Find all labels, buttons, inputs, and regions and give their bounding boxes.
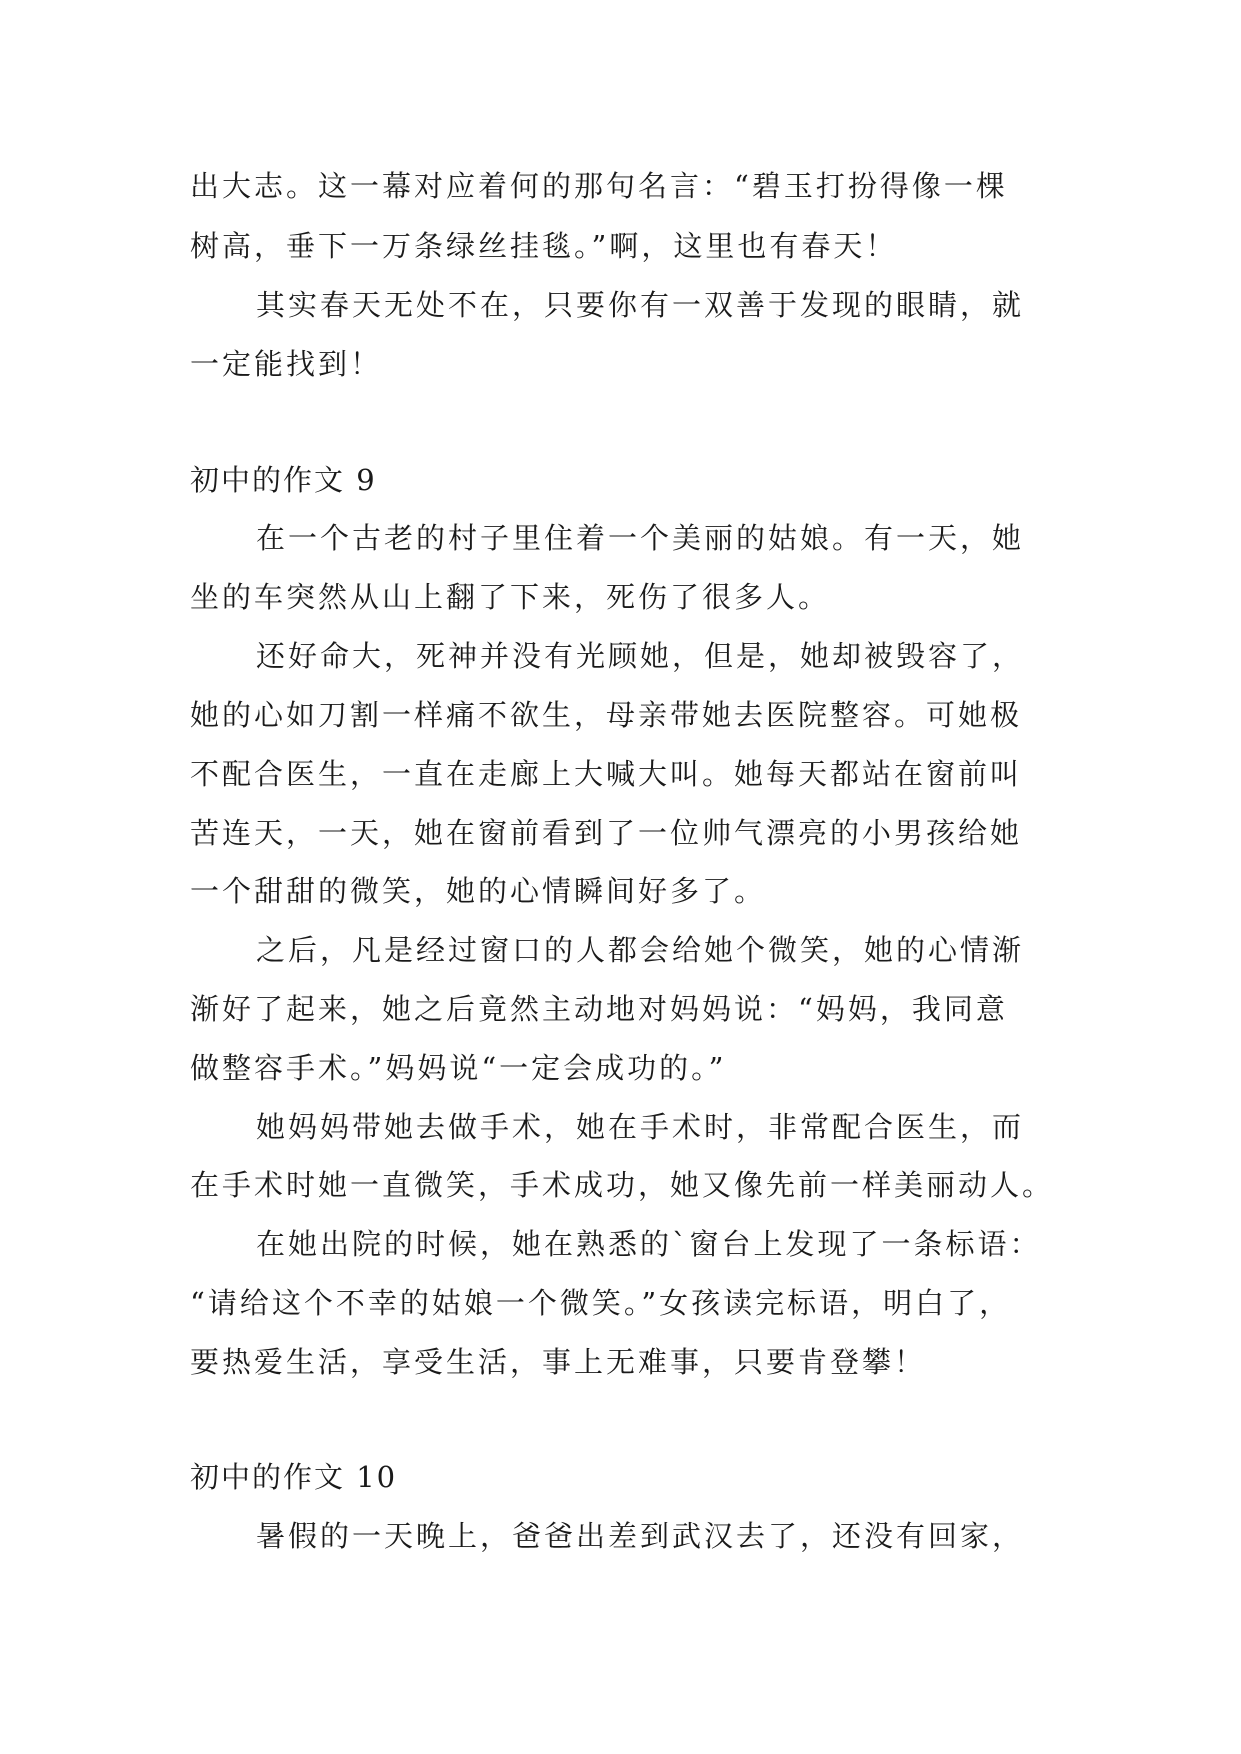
essay-9-line: 还好命大，死神并没有光顾她，但是，她却被毁容了，: [256, 639, 1025, 673]
essay-9-line: 她的心如刀割一样痛不欲生，母亲带她去医院整容。可她极: [190, 698, 1023, 732]
essay-8-line: 出大志。这一幕对应着何的那句名言：“碧玉打扮得像一棵: [190, 169, 1008, 203]
essay-8-line: 其实春天无处不在，只要你有一双善于发现的眼睛，就: [256, 288, 1025, 322]
essay-10-line: 暑假的一天晚上，爸爸出差到武汉去了，还没有回家，: [256, 1519, 1025, 1553]
essay-8-line: 树高，垂下一万条绿丝挂毯。”啊，这里也有春天！: [190, 229, 898, 263]
essay-9-line: 在她出院的时候，她在熟悉的`窗台上发现了一条标语：: [256, 1227, 1042, 1261]
essay-9-line: 在一个古老的村子里住着一个美丽的姑娘。有一天，她: [256, 521, 1025, 555]
essay-9-line: 要热爱生活，享受生活，事上无难事，只要肯登攀！: [190, 1345, 927, 1379]
essay-10-heading: 初中的作文 10: [190, 1460, 398, 1494]
essay-9-heading: 初中的作文 9: [190, 463, 377, 497]
essay-9-line: 坐的车突然从山上翻了下来，死伤了很多人。: [190, 580, 831, 614]
essay-9-line: 之后，凡是经过窗口的人都会给她个微笑，她的心情渐: [256, 933, 1025, 967]
essay-9-line: 在手术时她一直微笑，手术成功，她又像先前一样美丽动人。: [190, 1168, 1055, 1202]
essay-8-line: 一定能找到！: [190, 347, 383, 381]
essay-9-line: 做整容手术。”妈妈说“一定会成功的。”: [190, 1051, 727, 1085]
essay-9-line: 渐好了起来，她之后竟然主动地对妈妈说：“妈妈，我同意: [190, 992, 1008, 1026]
essay-9-line: “请给这个不幸的姑娘一个微笑。”女孩读完标语，明白了，: [190, 1286, 1012, 1320]
essay-9-line: 她妈妈带她去做手术，她在手术时，非常配合医生，而: [256, 1110, 1025, 1144]
essay-9-line: 苦连天，一天，她在窗前看到了一位帅气漂亮的小男孩给她: [190, 816, 1023, 850]
essay-9-line: 不配合医生，一直在走廊上大喊大叫。她每天都站在窗前叫: [190, 757, 1023, 791]
essay-9-line: 一个甜甜的微笑，她的心情瞬间好多了。: [190, 874, 767, 908]
